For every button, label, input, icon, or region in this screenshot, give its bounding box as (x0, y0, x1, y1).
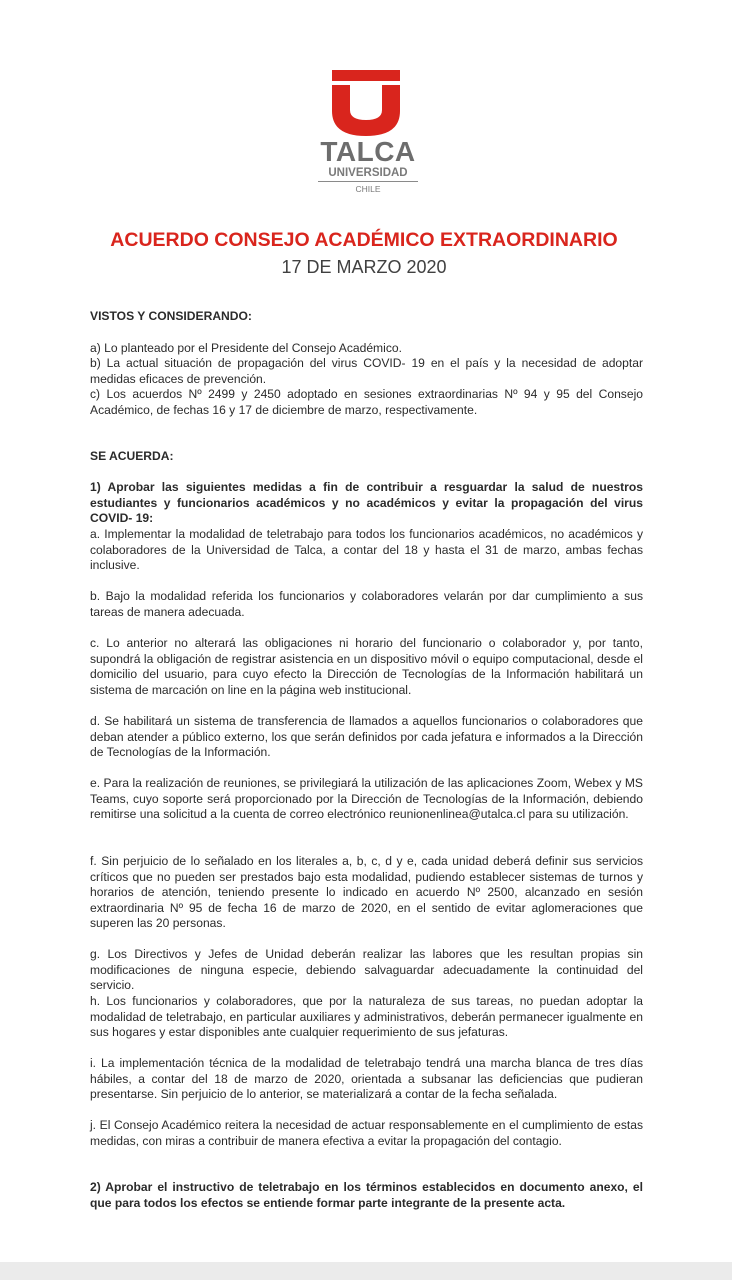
document-title: ACUERDO CONSEJO ACADÉMICO EXTRAORDINARIO (110, 229, 618, 251)
acuerdo-item-e: e. Para la realización de reuniones, se privilegiará la utilización de las aplicaciones Zoom, Webex y MS Teams, cuyo soporte será proporcionado por la Dirección de Tecnologías de la Información, debiendo remitirse una solicitud a la cuenta de correo electrónico reunionenlinea@utalca.cl para su utilización. (90, 776, 643, 821)
acuerdo-item-c: c. Lo anterior no alterará las obligaciones ni horario del funcionario o colaborador y, por tanto, supondrá la obligación de registrar asistencia en un dispositivo móvil o equipo computacional, desde el domicilio del usuario, para cuyo efecto la Dirección de Tecnologías de la Información habilitará un sistema de marcación on line en la página web institucional. (90, 636, 643, 697)
acuerdo-item-a: a. Implementar la modalidad de teletrabajo para todos los funcionarios académicos, no académicos y colaboradores de la Universidad de Talca, a contar del 18 y hasta el 31 de marzo, ambas fechas inclusive. (90, 527, 643, 572)
vistos-item-a: a) Lo planteado por el Presidente del Consejo Académico. (90, 341, 402, 355)
acuerdo-item-d: d. Se habilitará un sistema de transferencia de llamados a aquellos funcionarios o colaboradores que deban atender a público externo, los que serán definidos por cada jefatura e informados a la Dirección de Tecnologías de la Información. (90, 714, 643, 759)
vistos-item-b: b) La actual situación de propagación del virus COVID- 19 en el país y la necesidad de adoptar medidas eficaces de prevención. (90, 356, 643, 386)
acuerda-heading: SE ACUERDA: (90, 449, 174, 463)
logo-wordmark-talca: TALCA (320, 136, 416, 167)
logo-wordmark-universidad: UNIVERSIDAD (318, 166, 418, 182)
document-date: 17 DE MARZO 2020 (281, 257, 447, 277)
logo-u-mark-icon (318, 70, 418, 140)
acuerdo-item-i: i. La implementación técnica de la modalidad de teletrabajo tendrá una marcha blanca de tres días hábiles, a contar del 18 de marzo de 2020, orientada a subsanar las deficiencias que pudieran presentarse. Sin perjuicio de lo anterior, se materializará a contar de la fecha señalada. (90, 1056, 643, 1101)
vistos-heading: VISTOS Y CONSIDERANDO: (90, 309, 252, 323)
logo-wordmark-chile: CHILE (355, 184, 381, 194)
acuerdo-item-f: f. Sin perjuicio de lo señalado en los literales a, b, c, d y e, cada unidad deberá definir sus servicios críticos que no pueden ser prestados bajo esta modalidad, pudiendo establecer sistemas de turnos y horarios de atención, teniendo presente lo indicado en acuerdo Nº 2500, alcanzado en sesión extraordinaria Nº 95 de fecha 16 de marzo de 2020, en el sentido de evitar aglomeraciones que superen las 20 personas. (90, 854, 643, 930)
bottom-band (0, 1262, 732, 1280)
acuerdo-item-h: h. Los funcionarios y colaboradores, que por la naturaleza de sus tareas, no puedan adoptar la modalidad de teletrabajo, en particular auxiliares y administrativos, deberán permanecer igualmente en sus hogares y estar disponibles ante cualquier requerimiento de sus jefaturas. (90, 994, 643, 1039)
university-logo (318, 70, 418, 196)
acuerdo-point-1: 1) Aprobar las siguientes medidas a fin de contribuir a resguardar la salud de nuestros estudiantes y funcionarios académicos y no académicos y evitar la propagación del virus COVID- 19: (90, 480, 643, 525)
acuerdo-item-b: b. Bajo la modalidad referida los funcionarios y colaboradores velarán por dar cumplimiento a sus tareas de manera adecuada. (90, 589, 643, 619)
acuerdo-point-2: 2) Aprobar el instructivo de teletrabajo en los términos establecidos en documento anexo, el que para todos los efectos se entiende formar parte integrante de la presente acta. (90, 1180, 643, 1210)
acuerdo-item-j: j. El Consejo Académico reitera la necesidad de actuar responsablemente en el cumplimiento de estas medidas, con miras a contribuir de manera efectiva a evitar la propagación del contagio. (90, 1118, 643, 1148)
vistos-item-c: c) Los acuerdos Nº 2499 y 2450 adoptado en sesiones extraordinarias Nº 94 y 95 del Consejo Académico, de fechas 16 y 17 de diciembre de marzo, respectivamente. (90, 387, 643, 417)
acuerdo-item-g: g. Los Directivos y Jefes de Unidad deberán realizar las labores que les resultan propias sin modificaciones de ninguna especie, debiendo salvaguardar adecuadamente la continuidad del servicio. (90, 947, 643, 992)
